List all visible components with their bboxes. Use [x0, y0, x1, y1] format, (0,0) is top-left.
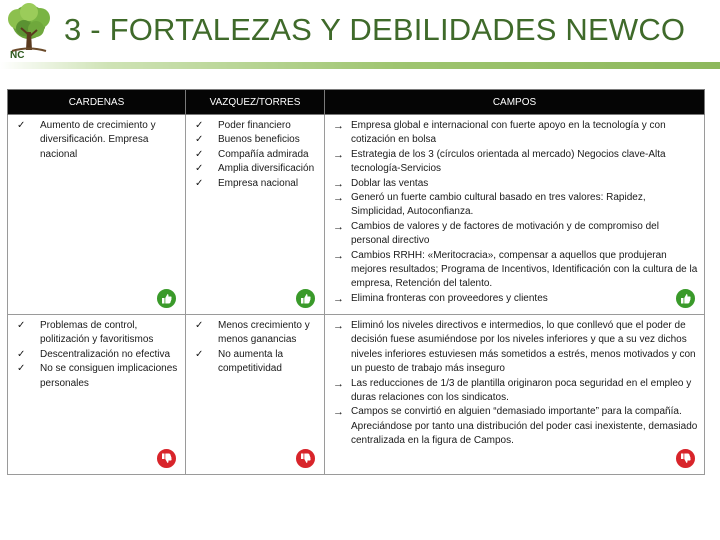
- table-header-row: [8, 90, 705, 115]
- arrow-right-icon: →: [333, 249, 344, 262]
- thumbs-up-icon: [156, 288, 177, 309]
- list-item: ✓ Poder financiero: [192, 119, 318, 133]
- thumbs-up-icon: [295, 288, 316, 309]
- checkmark-icon: ✓: [195, 177, 204, 189]
- thumbs-down-icon: [675, 448, 696, 469]
- weaknesses-row: [8, 315, 705, 475]
- list-item: ✓ Compañía admirada: [192, 148, 318, 162]
- checkmark-icon: ✓: [17, 320, 26, 331]
- arrow-right-icon: →: [333, 192, 344, 205]
- list-item: → Eliminó los niveles directivos e intermedios, lo que conllevó que el poder de decisión fuese asumiéndose por los niveles inferiores y que a su vez dichos niveles inferiores estuviesen más sometidos a estrés, menos motivados y con un puesto de trabajo más inseguro: [333, 320, 696, 375]
- checkmark-icon: ✓: [195, 163, 204, 175]
- list-item: → Generó un fuerte cambio cultural basado en tres valores: Rapidez, Simplicidad, Autoconfianza.: [333, 192, 646, 218]
- list-item: ✓ No aumenta la competitividad: [195, 348, 284, 375]
- checkmark-icon: ✓: [17, 120, 26, 131]
- arrow-right-icon: →: [333, 220, 344, 233]
- cardenas-weaknesses-cell: [8, 315, 186, 475]
- newco-logo: [4, 2, 54, 64]
- strengths-row: [8, 115, 705, 315]
- campos-strengths-cell: [325, 115, 705, 315]
- list-item: ✓ Empresa nacional: [192, 177, 318, 191]
- list-item: → Cambios de valores y de factores de motivación y de compromiso del personal directivo: [333, 220, 659, 247]
- thumbs-up-icon: [675, 288, 696, 309]
- list-item: → Empresa global e internacional con fuerte apoyo en la tecnología y con cotización en bolsa: [333, 120, 666, 146]
- campos-weaknesses-cell: [325, 315, 705, 475]
- arrow-right-icon: →: [333, 120, 344, 132]
- list-item: → Campos se convirtió en alguien “demasiado importante” para la compañía. Apreciándose por tanto una distribución del poder casi inexistente, demasiado centralizada en la figura de Campos.: [333, 406, 698, 447]
- list-item: → Cambios RRHH: «Meritocracia», compensar a aquellos que produjeran mejores resultados; Programa de Incentivos, Identificación con la cultura de la empresa, Retención del talento.: [333, 249, 698, 290]
- arrow-right-icon: →: [333, 148, 344, 161]
- list-item: → Estrategia de los 3 (círculos orientada al mercado) Negocios clave-Alta tecnología-Servicios: [333, 148, 666, 175]
- list-item: ✓ No se consiguen implicaciones personales: [17, 363, 178, 389]
- arrow-right-icon: →: [333, 177, 344, 190]
- list-item: → Doblar las ventas: [333, 177, 429, 190]
- arrow-right-icon: →: [333, 377, 344, 390]
- list-item: ✓ Buenos beneficios: [192, 133, 318, 147]
- checkmark-icon: ✓: [17, 348, 26, 360]
- list-item: ✓ Amplia diversificación: [192, 162, 318, 176]
- list-item: → Elimina fronteras con proveedores y clientes: [333, 292, 548, 305]
- checkmark-icon: ✓: [195, 320, 204, 331]
- list-item: ✓ Aumento de crecimiento y diversificación. Empresa nacional: [17, 120, 156, 160]
- list-item: → Las reducciones de 1/3 de plantilla originaron poca seguridad en el empleo y duras relaciones con los sindicatos.: [333, 377, 692, 404]
- cardenas-strengths-cell: [8, 115, 186, 315]
- thumbs-down-icon: [156, 448, 177, 469]
- list-item: ✓ Problemas de control, politización y favoritismos: [17, 320, 154, 346]
- page-title: 3 - FORTALEZAS Y DEBILIDADES NEWCO: [64, 12, 686, 47]
- checkmark-icon: ✓: [17, 363, 26, 375]
- arrow-right-icon: →: [333, 320, 344, 332]
- arrow-right-icon: →: [333, 292, 344, 305]
- header-divider: [0, 62, 720, 69]
- column-header-campos: CAMPOS: [325, 90, 705, 115]
- column-header-vazquez-torres: VAZQUEZ/TORRES: [186, 90, 325, 115]
- checkmark-icon: ✓: [195, 148, 204, 160]
- checkmark-icon: ✓: [195, 348, 204, 360]
- column-header-cardenas: CARDENAS: [8, 90, 186, 115]
- logo-text: NC: [10, 50, 25, 61]
- thumbs-down-icon: [295, 448, 316, 469]
- checkmark-icon: ✓: [195, 134, 204, 146]
- vazquez-torres-strengths-cell: [186, 115, 325, 315]
- strengths-weaknesses-table: [7, 89, 705, 475]
- vazquez-torres-weaknesses-cell: [186, 315, 325, 475]
- list-item: ✓ Menos crecimiento y menos ganancias: [195, 320, 310, 346]
- checkmark-icon: ✓: [195, 120, 204, 131]
- arrow-right-icon: →: [333, 406, 344, 419]
- list-item: ✓ Descentralización no efectiva: [14, 348, 179, 362]
